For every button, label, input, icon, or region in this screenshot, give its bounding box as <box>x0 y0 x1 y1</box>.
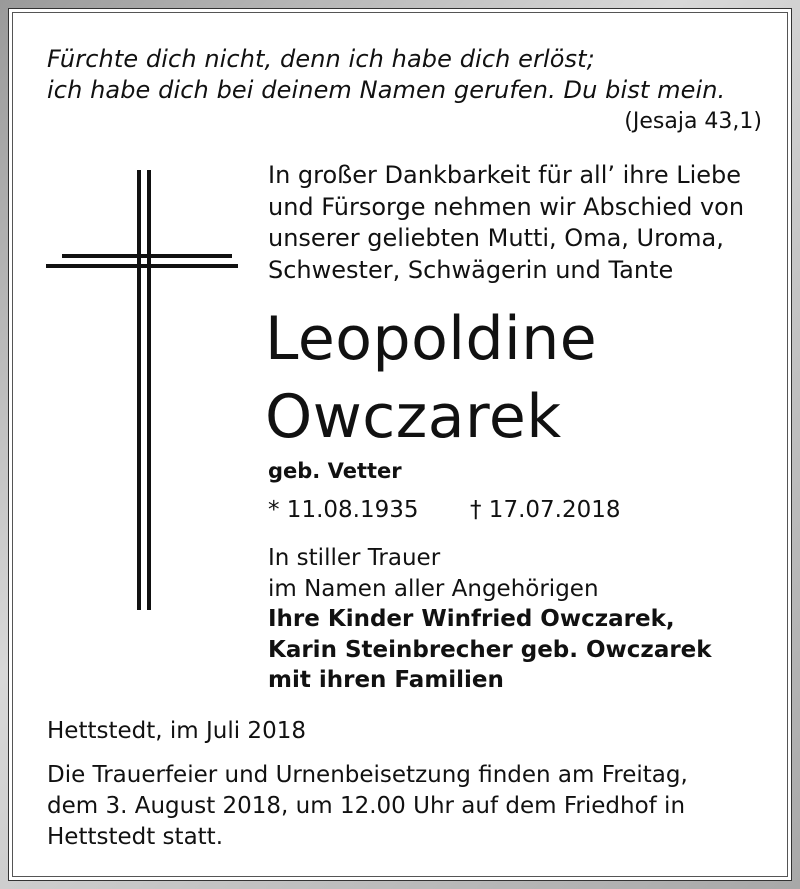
funeral-line: Hettstedt statt. <box>47 824 224 850</box>
bible-verse <box>47 44 767 106</box>
intro-line: Schwester, Schwägerin und Tante <box>268 255 674 284</box>
mourners-names: Ihre Kinder Winfried Owczarek, <box>268 606 675 632</box>
intro-line: und Fürsorge nehmen wir Abschied von <box>268 192 745 221</box>
cross-vertical-outer <box>137 170 141 610</box>
cross-gap-fill <box>141 258 147 264</box>
intro-line: unserer geliebten Mutti, Oma, Uroma, <box>268 224 724 252</box>
funeral-line: Die Trauerfeier und Urnenbeisetzung finden am Freitag, <box>47 762 688 788</box>
mourners-line: im Namen aller Angehörigen <box>268 575 599 602</box>
maiden-name: geb. Vetter <box>268 459 402 483</box>
bible-verse-line: ich habe dich bei deinem Namen gerufen. Du bist mein. <box>47 76 726 104</box>
cross-horizontal-inner <box>46 264 238 268</box>
mourners-names: Karin Steinbrecher geb. Owczarek <box>268 636 712 663</box>
birth-date: * 11.08.1935 <box>268 497 419 523</box>
deceased-name <box>265 300 597 456</box>
intro-text <box>268 160 768 286</box>
funeral-line: dem 3. August 2018, um 12.00 Uhr auf dem Friedhof in <box>47 793 686 819</box>
mourners-block <box>268 543 768 696</box>
intro-line: In großer Dankbarkeit für all’ ihre Liebe <box>268 161 742 189</box>
last-name: Owczarek <box>265 382 562 452</box>
cross-vertical-inner <box>147 170 151 610</box>
funeral-info <box>47 760 787 853</box>
mourners-line: In stiller Trauer <box>268 545 441 571</box>
bible-verse-line: Fürchte dich nicht, denn ich habe dich erlöst; <box>47 45 595 73</box>
death-date: † 17.07.2018 <box>470 497 621 523</box>
life-dates <box>268 496 748 524</box>
mourners-names: mit ihren Familien <box>268 667 504 693</box>
bible-reference: (Jesaja 43,1) <box>624 109 762 134</box>
cross-horizontal-outer <box>62 254 232 258</box>
latin-cross-icon <box>46 170 238 610</box>
place-date: Hettstedt, im Juli 2018 <box>47 718 306 744</box>
first-name: Leopoldine <box>265 304 598 374</box>
